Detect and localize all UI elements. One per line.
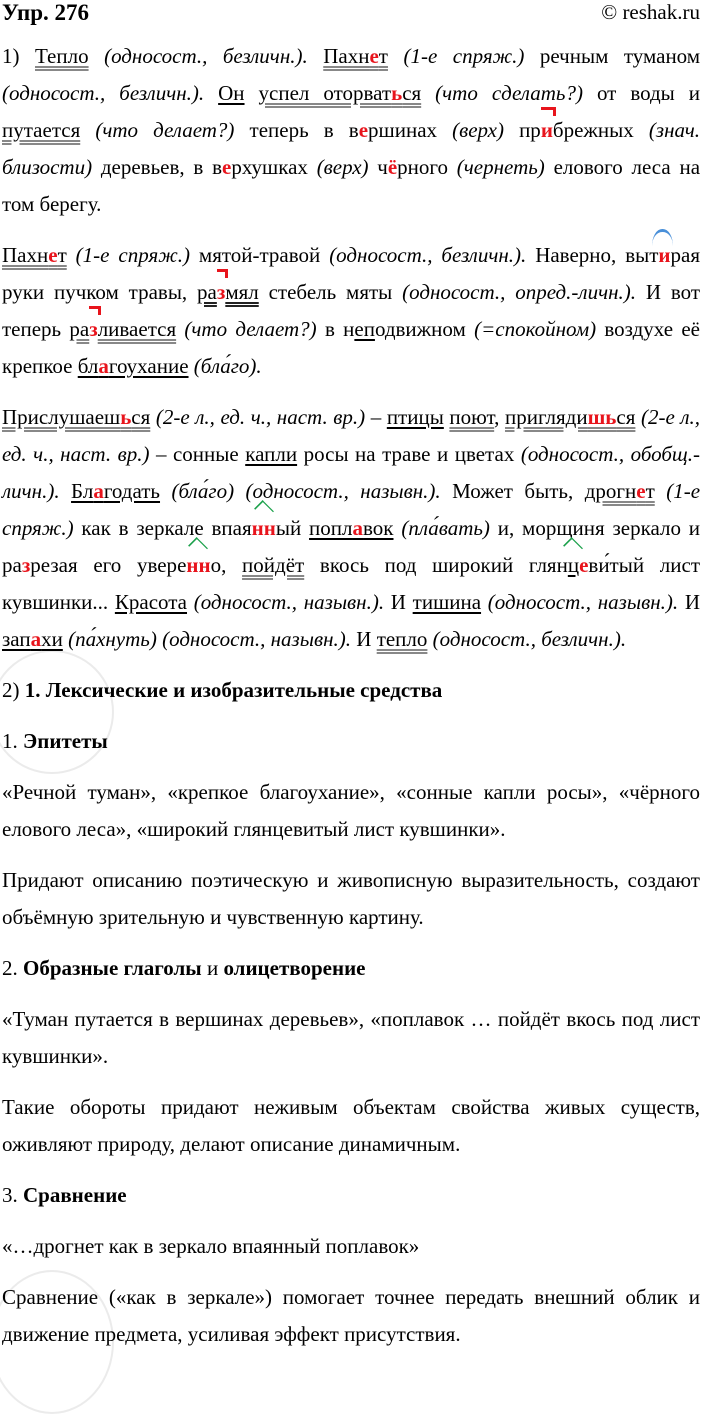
text: – сонные [155,442,239,466]
predicate: успел оторваться [258,81,422,105]
text: Может быть, [452,479,574,503]
annotation: (верх) [316,155,369,179]
annotation: (пла́вать) [401,516,490,540]
text: воздухе её крепкое [2,317,700,378]
annotation: (чернеть) [456,155,545,179]
text: , [494,405,500,429]
text: чёрного [377,155,449,179]
annotation: (па́хнуть) (односост., назывн.). [68,627,352,651]
annotation: (односост., безличн.). [432,627,627,651]
section-title: Эпитеты [23,729,108,753]
subject: Красота [114,590,188,614]
annotation: (бла́го). [193,354,262,378]
subject: птицы [386,405,444,429]
part-number: 1) [2,44,20,68]
parsed-paragraph-3 [2,399,700,658]
suffix-mark-icon: нн [252,510,276,547]
annotation: (односост., безличн.). [329,243,527,267]
section-2-explanation: Такие обороты придают неживым объектам свойства живых существ, оживляют природу, делают описание динамичным. [2,1095,700,1156]
annotation: (что сделать?) [435,81,583,105]
predicate: Пахнет [2,243,67,267]
annotation: (что делает?) [184,317,317,341]
section-3-explanation: Сравнение («как в зеркале») помогает точнее передать внешний облик и движение предмета, усиливая эффект присутствия. [2,1285,700,1346]
root-arc-icon: и [658,237,670,274]
prefix-mark-icon: з [89,311,97,348]
text: деревьев, в верхушках [100,155,308,179]
text: как в зеркале впаянный [81,516,301,540]
subject: поплавок [309,516,394,540]
text: И [356,627,372,651]
subject: капли [245,442,298,466]
text: и, морщиня зеркало и разрезая его уверенно, [2,516,700,577]
section-2-example: «Туман путается в вершинах деревьев», «поплавок … пойдёт вкось под лист кувшинки». [2,1007,700,1068]
part2-heading [2,672,700,709]
annotation: (что делает?) [95,118,235,142]
annotation: (1-е спряж.) [75,243,190,267]
predicate: Пахнет [323,44,388,68]
annotation: (1-е спряж.) [403,44,525,68]
predicate: Тепло [35,44,89,68]
section-number: 2. [2,956,18,980]
text: росы на траве и цветах [303,442,515,466]
section-3-example: «…дрогнет как в зеркало впаянный поплавок» [2,1234,420,1258]
prefix-mark-icon: и [541,112,553,149]
section-number: 3. [2,1183,18,1207]
exercise-content [2,38,700,1367]
text: И вот теперь [2,280,701,341]
text: речным туманом [539,44,701,68]
subject: запахи [2,627,63,651]
annotation: (односост., назывн.). [487,590,679,614]
subject: Он [218,81,245,105]
annotation: (односост., опред.-личн.). [402,280,637,304]
annotation: (2-е л., ед. ч., наст. вр.) [2,405,701,466]
subject: тишина [412,590,482,614]
suffix-mark-icon: ц [568,547,579,584]
predicate: тепло [376,627,428,651]
text: мятой-травой [198,243,321,267]
section-heading: 1. Лексические и изобразительные средства [24,678,443,702]
subject: Благодать [71,479,161,503]
annotation: (верх) [452,118,504,142]
prefix-mark-icon: з [217,274,225,311]
parsed-paragraph-1 [2,38,700,223]
section-3-title [2,1177,700,1214]
text: И [390,590,406,614]
suffix-mark-icon: нн [186,547,210,584]
copyright-label: © reshak.ru [601,0,700,24]
text: Наверно, [535,243,617,267]
exercise-title: Упр. 276 [2,0,90,25]
section-title: Сравнение [23,1183,127,1207]
subject: благоухание [77,354,189,378]
text: прибрежных [519,118,634,142]
section-number: 1. [2,729,18,753]
annotation: (односост., обобщ.-личн.). [2,442,701,503]
text: руки пучком травы, [2,280,188,304]
predicate: поют [449,405,495,429]
part-number: 2) [2,678,20,702]
text: и [206,956,219,980]
parsed-paragraph-2 [2,237,700,385]
section-2-title [2,950,700,987]
predicate: приглядишься [504,405,636,429]
annotation: (односост., безличн.). [2,81,205,105]
text: елового леса на том берегу. [2,155,701,216]
annotation: (=спокойном) [474,317,597,341]
text: стебель мяты [268,280,393,304]
text: от воды и [596,81,700,105]
annotation: (односост., безличн.). [104,44,308,68]
text: И [684,590,700,614]
text: вкось под широкий глянцеви́тый лист кувшинки... [2,553,700,614]
text: в неподвижном [324,317,466,341]
section-title: Образные глаголы [23,956,202,980]
annotation: (односост., назывн.). [193,590,385,614]
section-1-example: «Речной туман», «крепкое благоухание», «сонные капли росы», «чёрного елового леса», «широкий глянцевитый лист кувшинки». [2,780,700,841]
predicate: путается [2,118,81,142]
predicate: размял [197,280,259,304]
predicate: пойдёт [242,553,305,577]
annotation: (знач. близости) [2,118,701,179]
text: вытирая [625,243,700,267]
section-title: олицетворение [223,956,366,980]
page-header [0,0,702,30]
predicate: Прислушаешься [2,405,151,429]
annotation: (бла́го) (односост., назывн.). [171,479,441,503]
text: – [370,405,382,429]
annotation: (1-е спряж.) [2,479,701,540]
section-1-title [2,723,700,760]
text: теперь в вершинах [249,118,438,142]
predicate: разливается [69,317,176,341]
annotation: (2-е л., ед. ч., наст. вр.) [155,405,366,429]
section-1-explanation: Придают описанию поэтическую и живописную выразительность, создают объёмную зрительную и чувственную картину. [2,868,700,929]
predicate: дрогнет [584,479,655,503]
